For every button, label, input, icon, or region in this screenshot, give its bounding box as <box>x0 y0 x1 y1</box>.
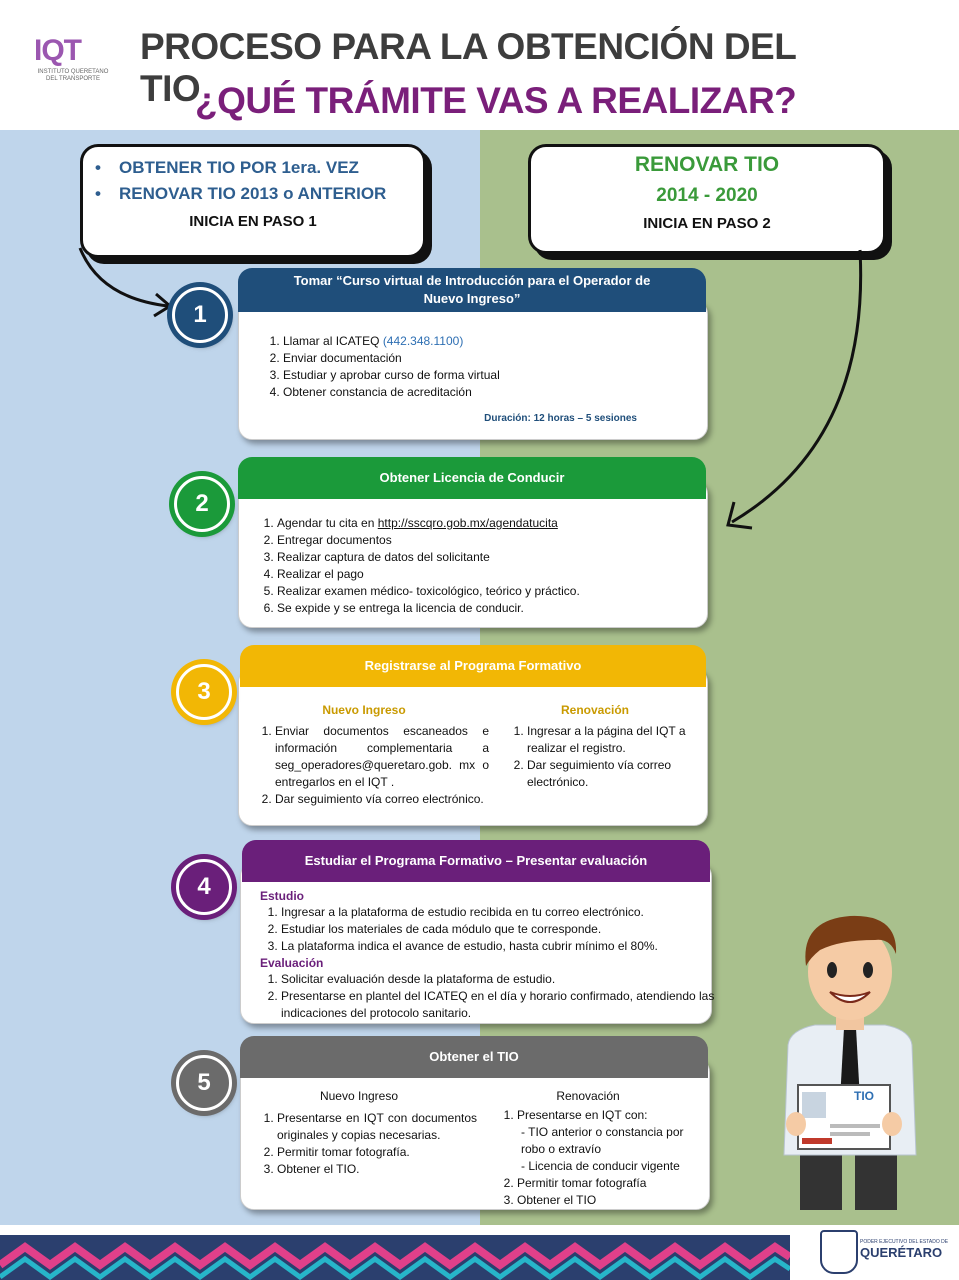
step4-card <box>240 862 715 1024</box>
bubble-item: • RENOVAR TIO 2013 o ANTERIOR <box>119 181 423 207</box>
list-item: 1. Presentarse en IQT con: - TIO anterior o constancia por robo o extravío - Licencia de conducir vigente <box>517 1107 699 1175</box>
list-item: 1. Llamar al ICATEQ (442.348.1100) <box>283 333 707 350</box>
step3-number-badge: 3 <box>176 664 232 720</box>
logo-mark: IQT <box>34 34 81 67</box>
list-item: 1. Solicitar evaluación desde la plataforma de estudio. <box>281 971 721 988</box>
list-subitem: - Licencia de conducir vigente <box>521 1159 680 1173</box>
step5-renew-list <box>477 1107 699 1209</box>
step1-duration: Duración: 12 horas – 5 sesiones <box>484 413 637 424</box>
page-subtitle: ¿QUÉ TRÁMITE VAS A REALIZAR? <box>195 80 797 121</box>
footer-state: QUERÉTARO <box>860 1245 943 1260</box>
bubble-item: • OBTENER TIO POR 1era. VEZ <box>119 155 423 181</box>
operator-character-illustration <box>770 910 930 1210</box>
list-item: 3. La plataforma indica el avance de estudio, hasta cubrir mínimo el 80%. <box>281 938 658 955</box>
step5-renew-heading: Renovación <box>556 1089 620 1103</box>
arrow-to-step1-icon <box>60 240 190 320</box>
list-item: 2. Presentarse en plantel del ICATEQ en el día y horario confirmado, atendiendo las indicaciones del protocolo sanitario. <box>281 988 721 1022</box>
list-item: 1. Agendar tu cita en http://sscqro.gob.mx/agendatucita <box>277 515 707 532</box>
header <box>0 0 959 130</box>
list-item: 6. Se expide y se entrega la licencia de conducir. <box>277 600 707 617</box>
list-item: 3. Realizar captura de datos del solicitante <box>277 549 707 566</box>
step5-card <box>240 1058 710 1210</box>
list-item: 3. Obtener el TIO. <box>277 1161 477 1178</box>
character-right-hand <box>882 1112 902 1136</box>
list-item: 1. Ingresar a la página del IQT a realizar el registro. <box>527 723 697 757</box>
step2-card <box>238 480 708 628</box>
start-step-label: INICIA EN PASO 2 <box>643 215 771 232</box>
list-item: 2. Enviar documentación <box>283 350 707 367</box>
step3-new-column <box>239 703 489 808</box>
list-item: 4. Realizar el pago <box>277 566 707 583</box>
list-item: 1. Enviar documentos escaneados e información complementaria a seg_operadores@queretaro.gob. mx o entregarlos en el IQT . <box>275 723 489 791</box>
step4-study-heading: Estudio <box>260 889 304 903</box>
list-subitem: - TIO anterior o constancia por robo o extravío <box>521 1125 684 1156</box>
list-item: 2. Permitir tomar fotografía. <box>277 1144 477 1161</box>
step5-new-list <box>241 1110 477 1178</box>
footer <box>0 1225 959 1280</box>
decorative-zigzag-band <box>0 1235 790 1280</box>
step4-number-badge: 4 <box>176 859 232 915</box>
list-item: 3. Estudiar y aprobar curso de forma virtual <box>283 367 707 384</box>
step1-list <box>239 333 707 401</box>
step2-number-badge: 2 <box>174 476 230 532</box>
list-item: 3. Obtener el TIO <box>517 1192 699 1209</box>
list-item: 2. Dar seguimiento vía correo electrónico. <box>527 757 697 791</box>
step2-list <box>239 515 707 617</box>
tio-card-stripe <box>802 1138 832 1144</box>
page-title: PROCESO PARA LA OBTENCIÓN DEL TIO <box>140 26 796 109</box>
step3-header: Registrarse al Programa Formativo <box>240 645 706 687</box>
step3-renew-heading: Renovación <box>560 703 629 717</box>
step3-new-heading: Nuevo Ingreso <box>322 703 406 717</box>
list-item: 2. Permitir tomar fotografía <box>517 1175 699 1192</box>
list-item: 1. Presentarse en IQT con documentos originales y copias necesarias. <box>277 1110 477 1144</box>
list-item: 1. Ingresar a la plataforma de estudio recibida en tu correo electrónico. <box>281 904 658 921</box>
speech-bubble-renew <box>528 144 886 254</box>
renew-years: 2014 - 2020 <box>656 185 758 206</box>
step4-eval-heading: Evaluación <box>260 956 324 970</box>
list-item: 2. Estudiar los materiales de cada módulo que te corresponde. <box>281 921 658 938</box>
list-item: 2. Entregar documentos <box>277 532 707 549</box>
character-right-eye <box>863 962 873 978</box>
step1-number-badge: 1 <box>172 287 228 343</box>
tio-card-line <box>830 1124 880 1128</box>
character-left-hand <box>786 1112 806 1136</box>
state-seal-icon <box>820 1230 858 1274</box>
step5-new-heading: Nuevo Ingreso <box>319 1089 399 1103</box>
renew-title: RENOVAR TIO <box>634 153 780 176</box>
icateq-phone: (442.348.1100) <box>382 334 464 348</box>
tio-card-photo <box>802 1092 826 1118</box>
bubble-list <box>83 155 423 207</box>
character-left-eye <box>827 962 837 978</box>
step5-new-column <box>241 1089 477 1178</box>
step2-header: Obtener Licencia de Conducir <box>238 457 706 499</box>
step4-study-list <box>241 904 658 955</box>
step3-new-list <box>239 723 489 808</box>
tio-card-logo: TIO <box>854 1089 874 1103</box>
step5-renew-column <box>477 1089 699 1209</box>
step4-eval-list <box>241 971 721 1022</box>
start-step-label: INICIA EN PASO 1 <box>189 213 317 230</box>
step5-number-badge: 5 <box>176 1055 232 1111</box>
step1-header: Tomar “Curso virtual de Introducción para el Operador de Nuevo Ingreso” <box>238 268 706 312</box>
list-item: 4. Obtener constancia de acreditación <box>283 384 707 401</box>
logo-subtitle: INSTITUTO QUERETANO DEL TRANSPORTE <box>37 69 109 82</box>
step5-header: Obtener el TIO <box>240 1036 708 1078</box>
step3-renew-list <box>493 723 697 791</box>
footer-gov-line: PODER EJECUTIVO DEL ESTADO DE <box>860 1239 949 1245</box>
step3-card <box>238 668 708 826</box>
tio-card-line <box>830 1132 870 1136</box>
iqt-logo <box>34 36 112 92</box>
list-item: 2. Dar seguimiento vía correo electrónico. <box>275 791 489 808</box>
agenda-link[interactable]: http://sscqro.gob.mx/agendatucita <box>377 516 558 530</box>
step1-card <box>238 300 708 440</box>
list-item: 5. Realizar examen médico- toxicológico, teórico y práctico. <box>277 583 707 600</box>
step4-header: Estudiar el Programa Formativo – Presentar evaluación <box>242 840 710 882</box>
arrow-to-step2-icon <box>720 240 880 540</box>
step3-renew-column <box>493 703 697 791</box>
